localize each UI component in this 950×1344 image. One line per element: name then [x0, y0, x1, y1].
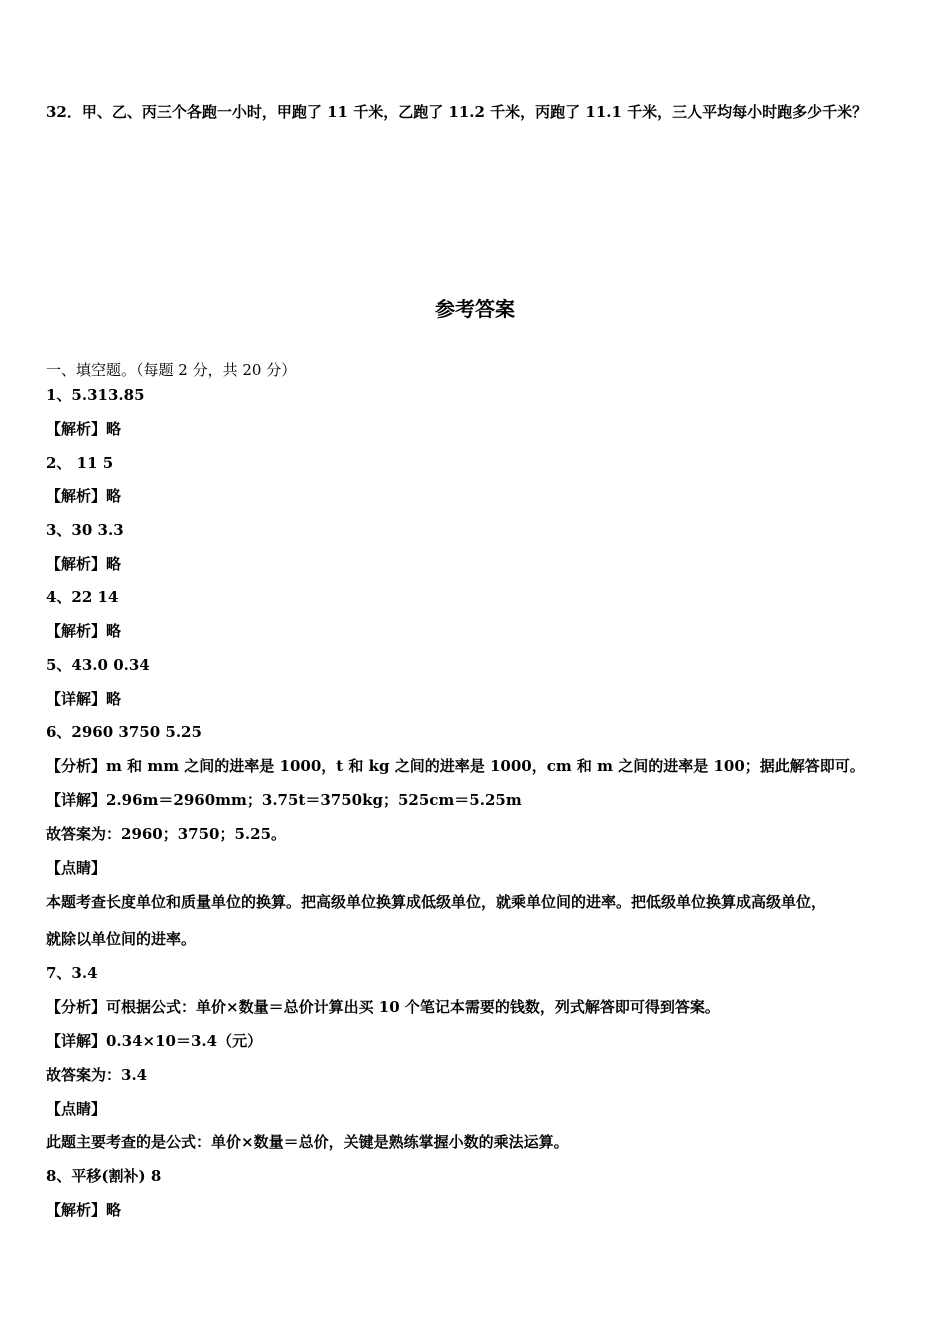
answer-line: 此题主要考查的是公式：单价×数量＝总价，关键是熟练掌握小数的乘法运算。 — [46, 1133, 569, 1151]
answer-line: 【解析】略 — [46, 420, 122, 438]
answer-line: 【分析】m 和 mm 之间的进率是 1000，t 和 kg 之间的进率是 1000，cm 和 m 之间的进率是 100；据此解答即可。 — [46, 757, 865, 775]
answer-line: 【解析】略 — [46, 487, 122, 505]
answer-line: 【详解】0.34×10＝3.4（元） — [46, 1032, 263, 1050]
answer-line: 【分析】可根据公式：单价×数量＝总价计算出买 10 个笔记本需要的钱数，列式解答即可得到答案。 — [46, 998, 720, 1016]
answer-line: 【解析】略 — [46, 622, 122, 640]
answer-line: 故答案为：3.4 — [46, 1066, 148, 1084]
answer-line: 3、30 3.3 — [46, 521, 124, 539]
answer-line: 故答案为：2960；3750；5.25。 — [46, 825, 287, 843]
answer-line: 1、5.313.85 — [46, 386, 145, 404]
answer-line: 【详解】略 — [46, 690, 122, 708]
answers-title: 参考答案 — [435, 297, 515, 321]
answer-line: 【详解】2.96m＝2960mm；3.75t＝3750kg；525cm＝5.25m — [46, 791, 522, 809]
answer-line: 5、43.0 0.34 — [46, 656, 150, 674]
answer-line: 【点睛】 — [46, 859, 107, 877]
answer-line: 本题考查长度单位和质量单位的换算。把高级单位换算成低级单位，就乘单位间的进率。把低级单位换算成高级单位， — [46, 893, 827, 911]
answer-line: 【解析】略 — [46, 1201, 122, 1219]
section-heading: 一、填空题。（每题 2 分，共 20 分） — [46, 361, 297, 379]
answer-line: 6、2960 3750 5.25 — [46, 723, 202, 741]
answer-line: 【解析】略 — [46, 555, 122, 573]
question-32: 32．甲、乙、丙三个各跑一小时，甲跑了 11 千米，乙跑了 11.2 千米，丙跑了 11.1 千米，三人平均每小时跑多少千米？ — [46, 103, 868, 121]
answer-line: 【点睛】 — [46, 1100, 107, 1118]
answer-line: 8、平移(割补) 8 — [46, 1167, 162, 1185]
answer-line: 2、 11 5 — [46, 454, 114, 472]
answer-line: 4、22 14 — [46, 588, 119, 606]
answer-line: 就除以单位间的进率。 — [46, 930, 197, 948]
answer-line: 7、3.4 — [46, 964, 98, 982]
